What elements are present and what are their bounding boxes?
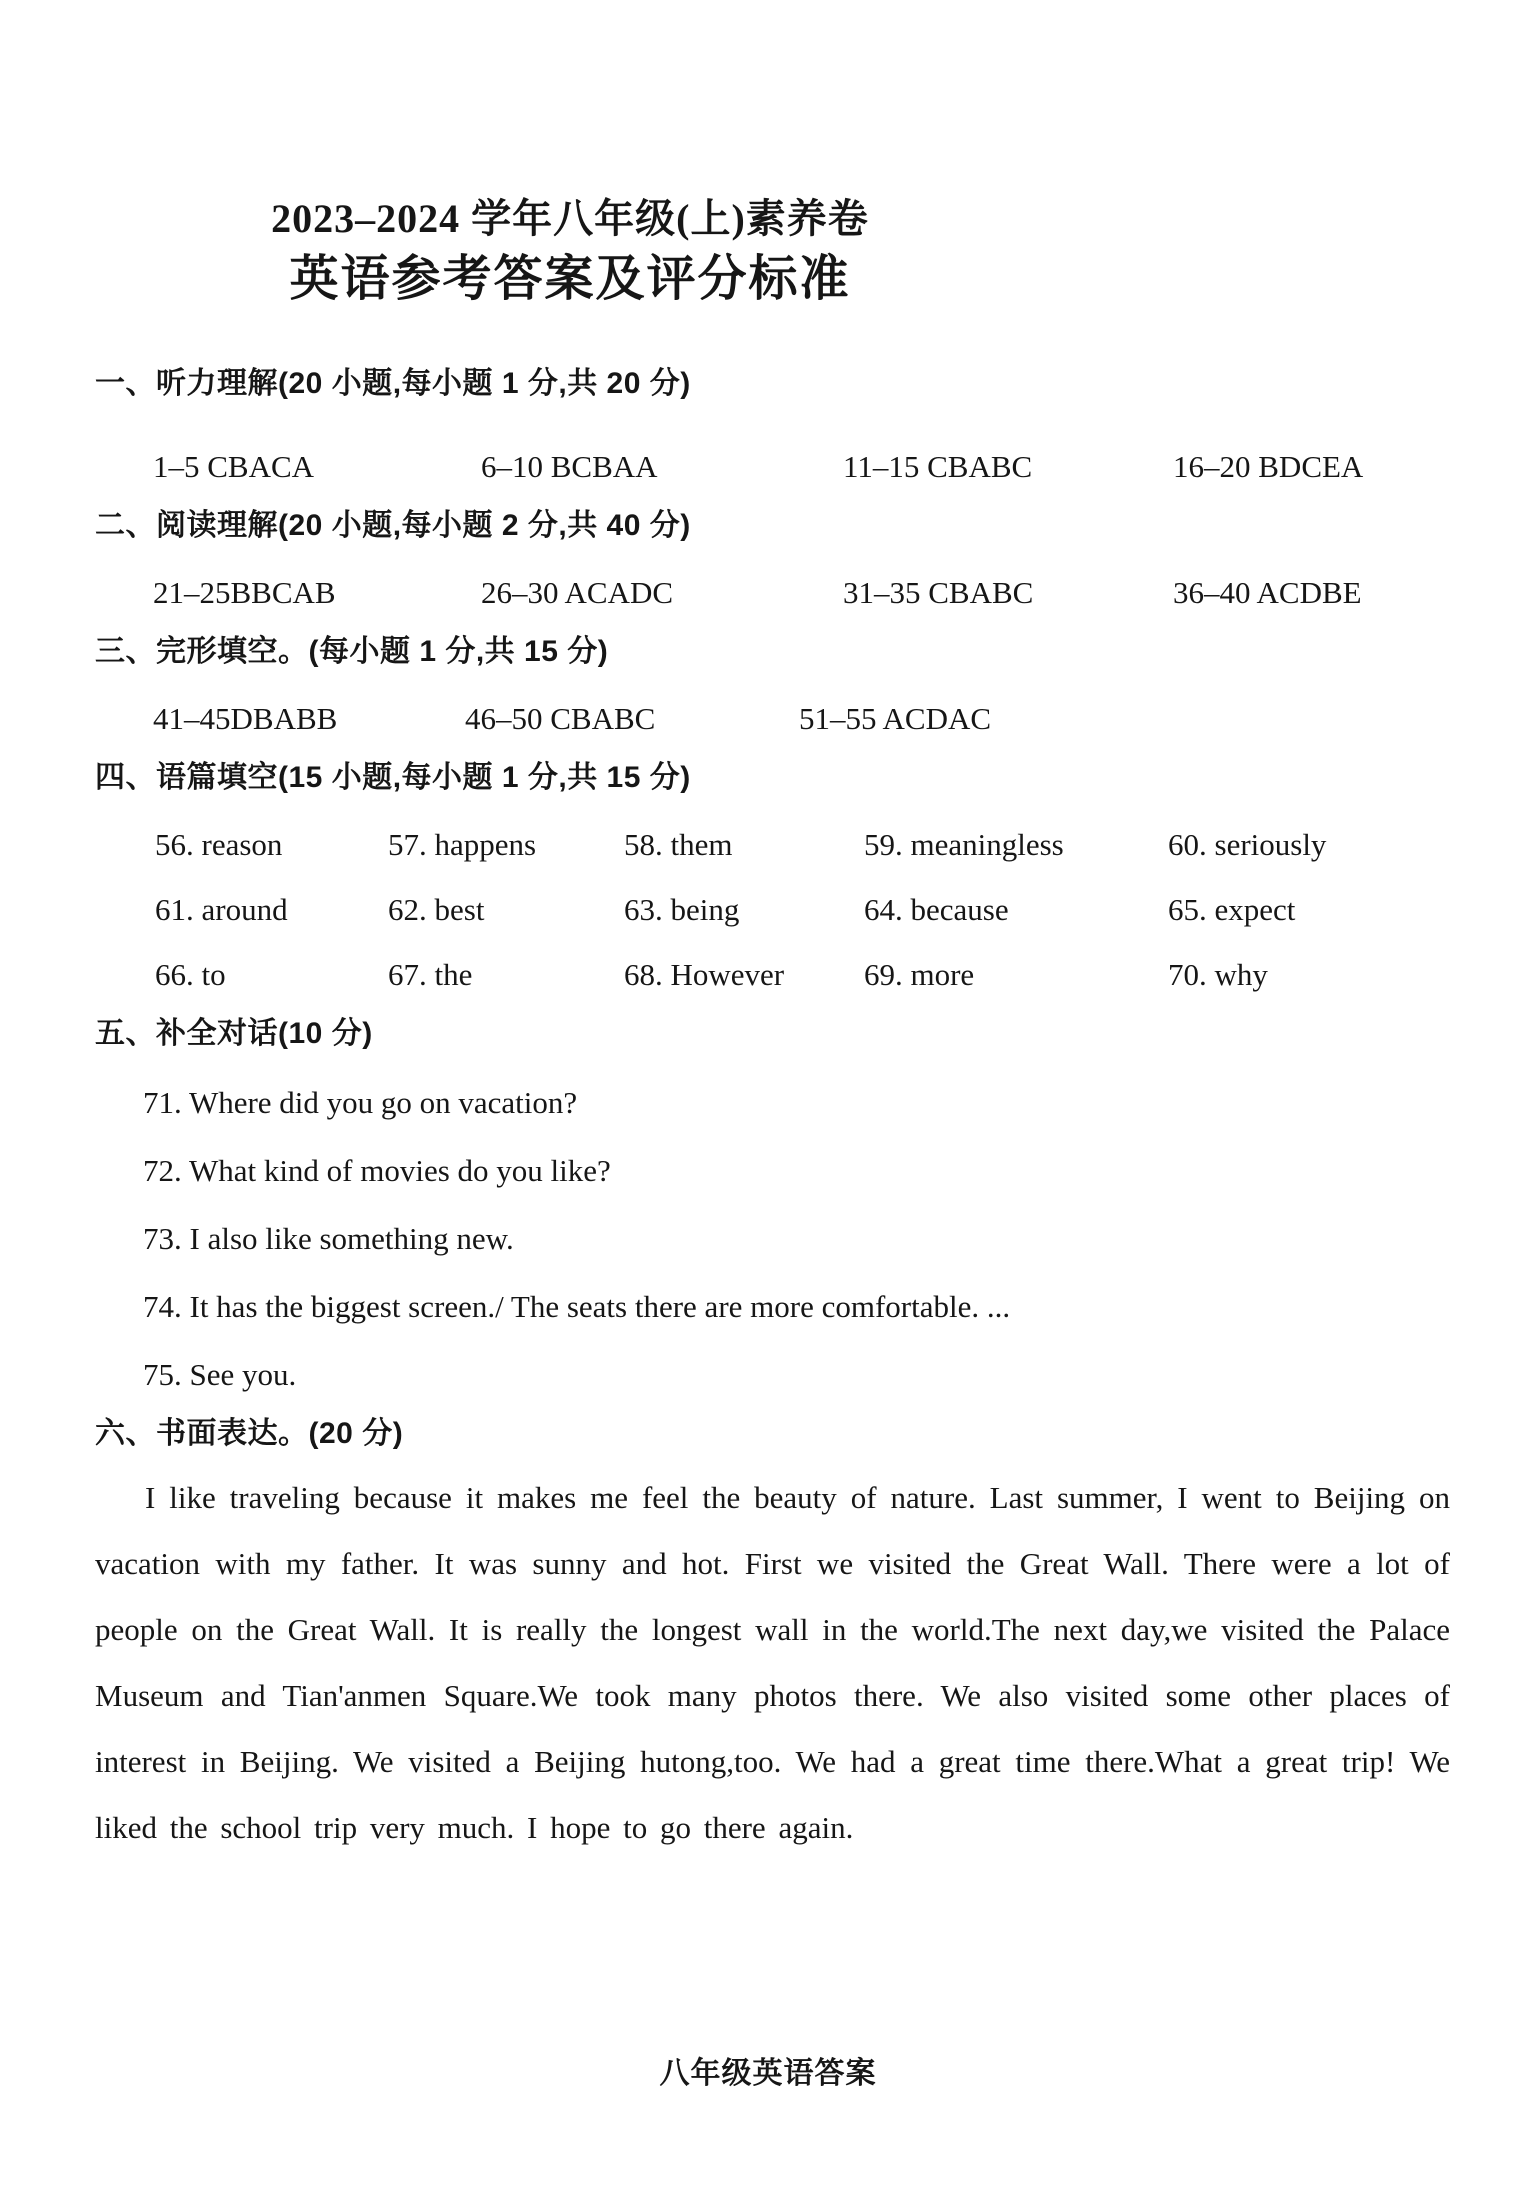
answer-group: 11–15 CBABC: [843, 449, 1033, 484]
dialogue-answer: 73. I also like something new.: [143, 1221, 514, 1256]
section-writing-heading: 六、书面表达。(20 分): [95, 1417, 404, 1450]
answer-item: 63. being: [624, 892, 740, 927]
answer-item: 60. seriously: [1168, 827, 1327, 862]
section-dialogue: [95, 1011, 1450, 1397]
answer-item: 65. expect: [1168, 892, 1296, 927]
answer-group: 1–5 CBACA: [153, 449, 315, 484]
answer-group: 36–40 ACDBE: [1173, 575, 1362, 610]
page-footer-label: 八年级英语答案: [659, 2057, 877, 2090]
exam-title: 2023–2024 学年八年级(上)素养卷: [271, 196, 869, 241]
answer-item: 59. meaningless: [864, 827, 1064, 862]
answer-item: 70. why: [1168, 957, 1268, 992]
answer-item: 68. However: [624, 957, 785, 992]
dialogue-answer: 72. What kind of movies do you like?: [143, 1153, 611, 1188]
page-title: 英语参考答案及评分标准: [289, 252, 851, 306]
answer-item: 58. them: [624, 827, 733, 862]
section-listening-heading: 一、听力理解(20 小题,每小题 1 分,共 20 分): [95, 367, 691, 400]
answer-group: 6–10 BCBAA: [481, 449, 658, 484]
section-reading: [95, 503, 1450, 615]
answer-row: [95, 953, 1450, 997]
answer-item: 67. the: [388, 957, 473, 992]
section-reading-heading: 二、阅读理解(20 小题,每小题 2 分,共 40 分): [95, 509, 691, 542]
answer-group: 51–55 ACDAC: [799, 701, 992, 736]
answer-group: 41–45DBABB: [153, 701, 338, 736]
section-passage-fill: [95, 755, 1450, 997]
document-header: [95, 195, 1045, 309]
answer-item: 62. best: [388, 892, 485, 927]
section-writing: [95, 1411, 1450, 1861]
answer-item: 56. reason: [155, 827, 283, 862]
answer-item: 57. happens: [388, 827, 537, 862]
dialogue-answer: 75. See you.: [143, 1357, 297, 1392]
answer-row: [95, 571, 1450, 615]
answer-row: [95, 697, 1450, 741]
answer-group: 21–25BBCAB: [153, 575, 336, 610]
answer-item: 64. because: [864, 892, 1009, 927]
dialogue-answer: 74. It has the biggest screen./ The seats there are more comfortable. ...: [143, 1289, 1011, 1324]
answer-item: 61. around: [155, 892, 288, 927]
model-essay: I like traveling because it makes me feel the beauty of nature. Last summer, I went to Beijing on vacation with my father. It was sunny and hot. First we visited the Great Wall. There were a lot of people on the Great Wall. It is really the longest wall in the world.The next day,we visited the Palace Museum and Tian'anmen Square.We took many photos there. We also visited some other places of interest in Beijing. We visited a Beijing hutong,too. We had a great time there.What a great trip! We liked the school trip very much. I hope to go there again.: [95, 1480, 1450, 1845]
section-cloze: [95, 629, 1450, 741]
section-dialogue-heading: 五、补全对话(10 分): [95, 1017, 373, 1050]
answer-row: [95, 888, 1450, 932]
answer-group: 16–20 BDCEA: [1173, 449, 1364, 484]
dialogue-answer: 71. Where did you go on vacation?: [143, 1085, 578, 1120]
answer-group: 31–35 CBABC: [843, 575, 1034, 610]
answer-row: [95, 823, 1450, 867]
answer-item: 69. more: [864, 957, 975, 992]
answer-group: 26–30 ACADC: [481, 575, 674, 610]
section-listening: [95, 361, 1450, 489]
answer-group: 46–50 CBABC: [465, 701, 656, 736]
section-passage-fill-heading: 四、语篇填空(15 小题,每小题 1 分,共 15 分): [95, 761, 691, 794]
section-cloze-heading: 三、完形填空。(每小题 1 分,共 15 分): [95, 635, 609, 668]
answer-row: [95, 445, 1450, 489]
answer-item: 66. to: [155, 957, 226, 992]
